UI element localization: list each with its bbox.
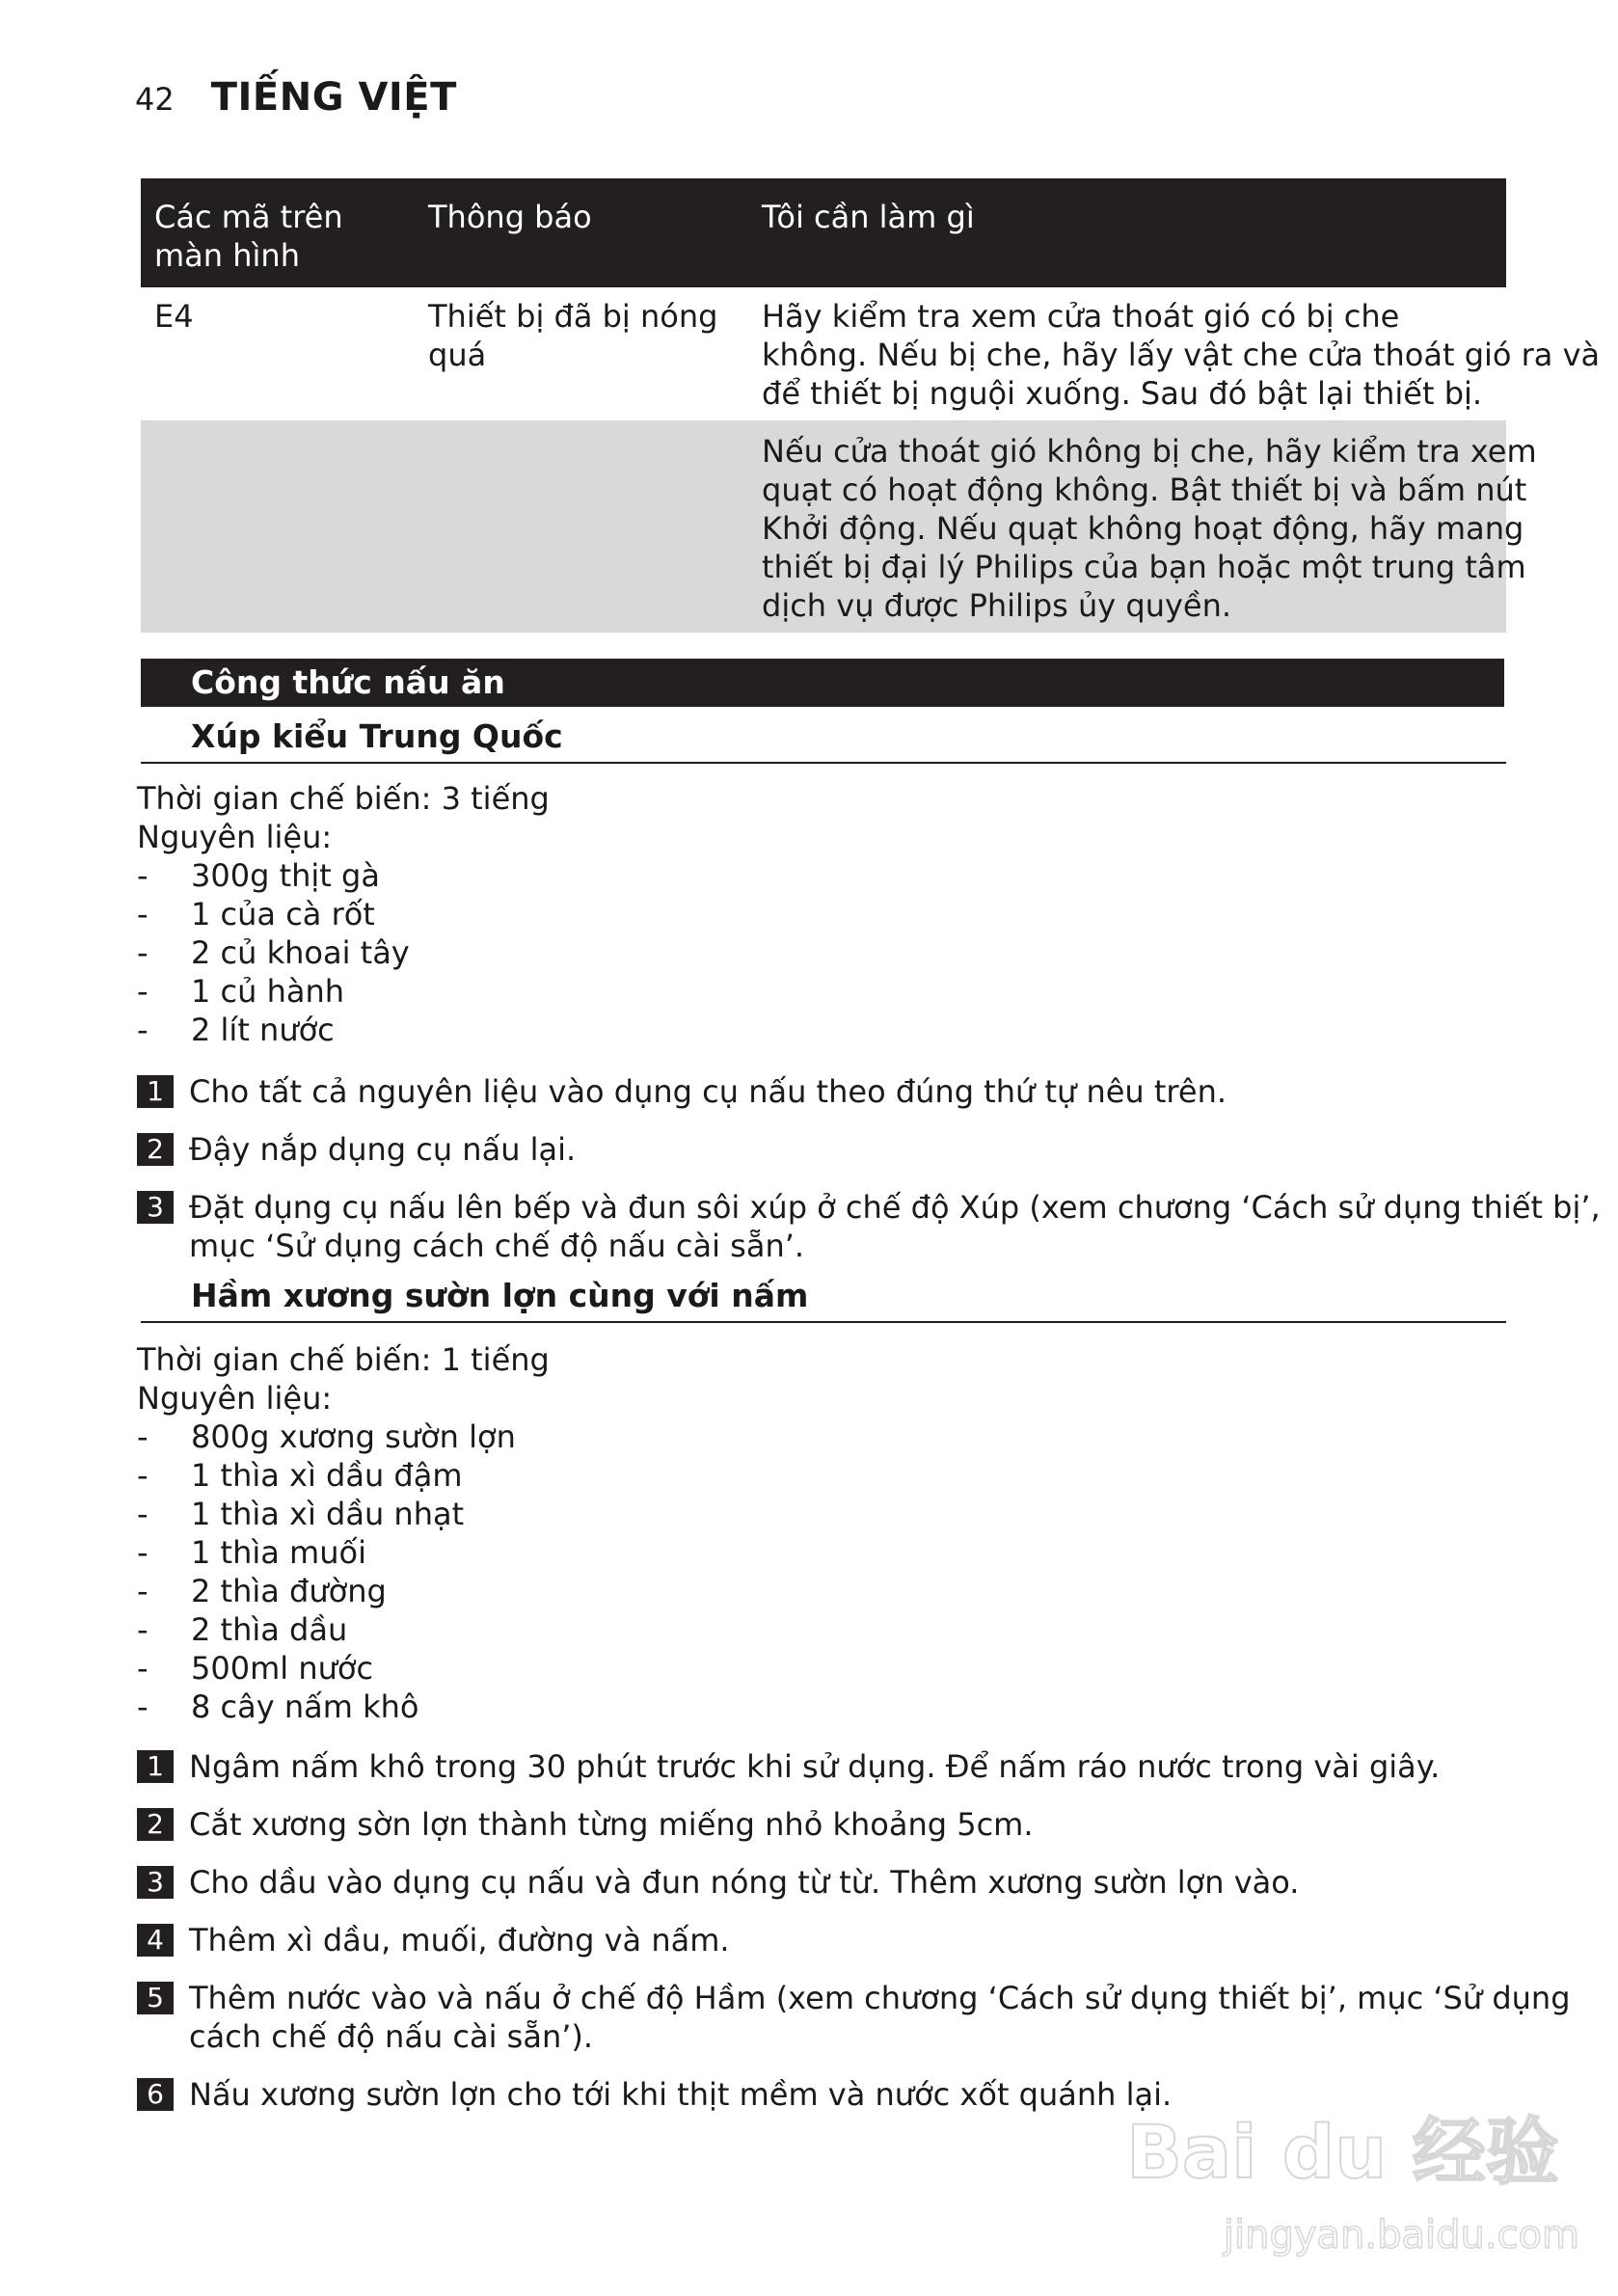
column-header-action: Tôi cần làm gì bbox=[762, 199, 975, 235]
error-code-table bbox=[141, 178, 1601, 633]
action-line: không. Nếu bị che, hãy lấy vật che cửa thoát gió ra và bbox=[762, 337, 1601, 373]
list-item: - 1 thìa xì dầu đậm bbox=[137, 1457, 463, 1494]
list-item: - 500ml nước bbox=[137, 1650, 374, 1687]
recipe-step: 6 Nấu xương sườn lợn cho tới khi thịt mềm và nước xốt quánh lại. bbox=[137, 2075, 1520, 2114]
list-item: - 2 thìa đường bbox=[137, 1573, 387, 1609]
table-header-row bbox=[141, 178, 1506, 287]
action-line: quạt có hoạt động không. Bật thiết bị và bấm nút bbox=[762, 472, 1527, 508]
cell-message: Thiết bị đã bị nóng quá bbox=[428, 298, 718, 373]
action-line: Hãy kiểm tra xem cửa thoát gió có bị che bbox=[762, 298, 1400, 335]
list-item: - 2 củ khoai tây bbox=[137, 934, 410, 971]
step-number: 6 bbox=[137, 2078, 174, 2111]
recipe-step: 2 Đậy nắp dụng cụ nấu lại. bbox=[137, 1130, 1520, 1169]
table-row bbox=[141, 287, 1601, 420]
step-number: 5 bbox=[137, 1982, 174, 2014]
recipe-title: Xúp kiểu Trung Quốc bbox=[141, 712, 1506, 764]
table-row bbox=[141, 420, 1537, 633]
recipe-step: 1 Cho tất cả nguyên liệu vào dụng cụ nấu theo đúng thứ tự nêu trên. bbox=[137, 1072, 1520, 1111]
recipe-step: 5 Thêm nước vào và nấu ở chế độ Hầm (xem chương ‘Cách sử dụng thiết bị’, mục ‘Sử dụng cách chế độ nấu cài sẵn’). bbox=[137, 1979, 1520, 2056]
action-line: Nếu cửa thoát gió không bị che, hãy kiểm tra xem bbox=[762, 433, 1537, 470]
cell-message bbox=[415, 432, 748, 633]
cell-action bbox=[748, 297, 1601, 420]
recipe-step: 2 Cắt xương sờn lợn thành từng miếng nhỏ khoảng 5cm. bbox=[137, 1805, 1520, 1844]
recipe-info bbox=[137, 1340, 550, 1726]
page-number: 42 bbox=[135, 81, 175, 118]
list-item: - 300g thịt gà bbox=[137, 857, 380, 894]
cell-action bbox=[748, 432, 1537, 633]
list-item: - 1 thìa muối bbox=[137, 1534, 366, 1571]
recipe-step: 4 Thêm xì dầu, muối, đường và nấm. bbox=[137, 1921, 1520, 1959]
step-number: 4 bbox=[137, 1924, 174, 1957]
action-line: Khởi động. Nếu quạt không hoạt động, hãy mang bbox=[762, 510, 1524, 547]
action-line: thiết bị đại lý Philips của bạn hoặc một trung tâm bbox=[762, 549, 1526, 585]
list-item: - 1 của cà rốt bbox=[137, 896, 375, 932]
list-item: - 1 thìa xì dầu nhạt bbox=[137, 1496, 465, 1532]
step-number: 1 bbox=[137, 1750, 174, 1783]
cell-code bbox=[141, 432, 415, 633]
prep-time: Thời gian chế biến: 1 tiếng bbox=[137, 1341, 550, 1378]
recipe-title: Hầm xương sườn lợn cùng với nấm bbox=[141, 1271, 1506, 1323]
recipe-info bbox=[137, 779, 550, 1049]
page-title: TIẾNG VIỆT bbox=[210, 75, 457, 120]
watermark-url: jingyan.baidu.com bbox=[1223, 2213, 1579, 2257]
list-item: - 2 lít nước bbox=[137, 1012, 335, 1048]
cell-code: E4 bbox=[154, 298, 194, 335]
recipe-step: 3 Cho dầu vào dụng cụ nấu và đun nóng từ từ. Thêm xương sườn lợn vào. bbox=[137, 1863, 1520, 1902]
list-item: - 1 củ hành bbox=[137, 973, 345, 1010]
step-number: 3 bbox=[137, 1191, 174, 1224]
recipe-step: 3 Đặt dụng cụ nấu lên bếp và đun sôi xúp ở chế độ Xúp (xem chương ‘Cách sử dụng thiết bị’, mục ‘Sử dụng cách chế độ nấu cài sẵn’. bbox=[137, 1188, 1520, 1265]
action-line: dịch vụ được Philips ủy quyền. bbox=[762, 587, 1232, 624]
column-header-message: Thông báo bbox=[428, 199, 592, 235]
list-item: - 2 thìa dầu bbox=[137, 1611, 348, 1648]
column-header-code: Các mã trên màn hình bbox=[154, 199, 343, 274]
step-number: 3 bbox=[137, 1866, 174, 1899]
watermark-brand: Bai du 经验 bbox=[1126, 2109, 1559, 2195]
ingredients-label: Nguyên liệu: bbox=[137, 819, 333, 855]
step-number: 2 bbox=[137, 1808, 174, 1841]
watermark bbox=[1126, 2084, 1579, 2257]
section-title: Công thức nấu ăn bbox=[141, 659, 1504, 707]
step-number: 1 bbox=[137, 1075, 174, 1108]
list-item: - 800g xương sườn lợn bbox=[137, 1418, 516, 1455]
recipe-step: 1 Ngâm nấm khô trong 30 phút trước khi sử dụng. Để nấm ráo nước trong vài giây. bbox=[137, 1747, 1520, 1786]
ingredients-label: Nguyên liệu: bbox=[137, 1380, 333, 1417]
step-number: 2 bbox=[137, 1133, 174, 1166]
prep-time: Thời gian chế biến: 3 tiếng bbox=[137, 780, 550, 817]
list-item: - 8 cây nấm khô bbox=[137, 1688, 419, 1725]
page-header bbox=[135, 75, 457, 120]
action-line: để thiết bị nguội xuống. Sau đó bật lại thiết bị. bbox=[762, 375, 1483, 412]
